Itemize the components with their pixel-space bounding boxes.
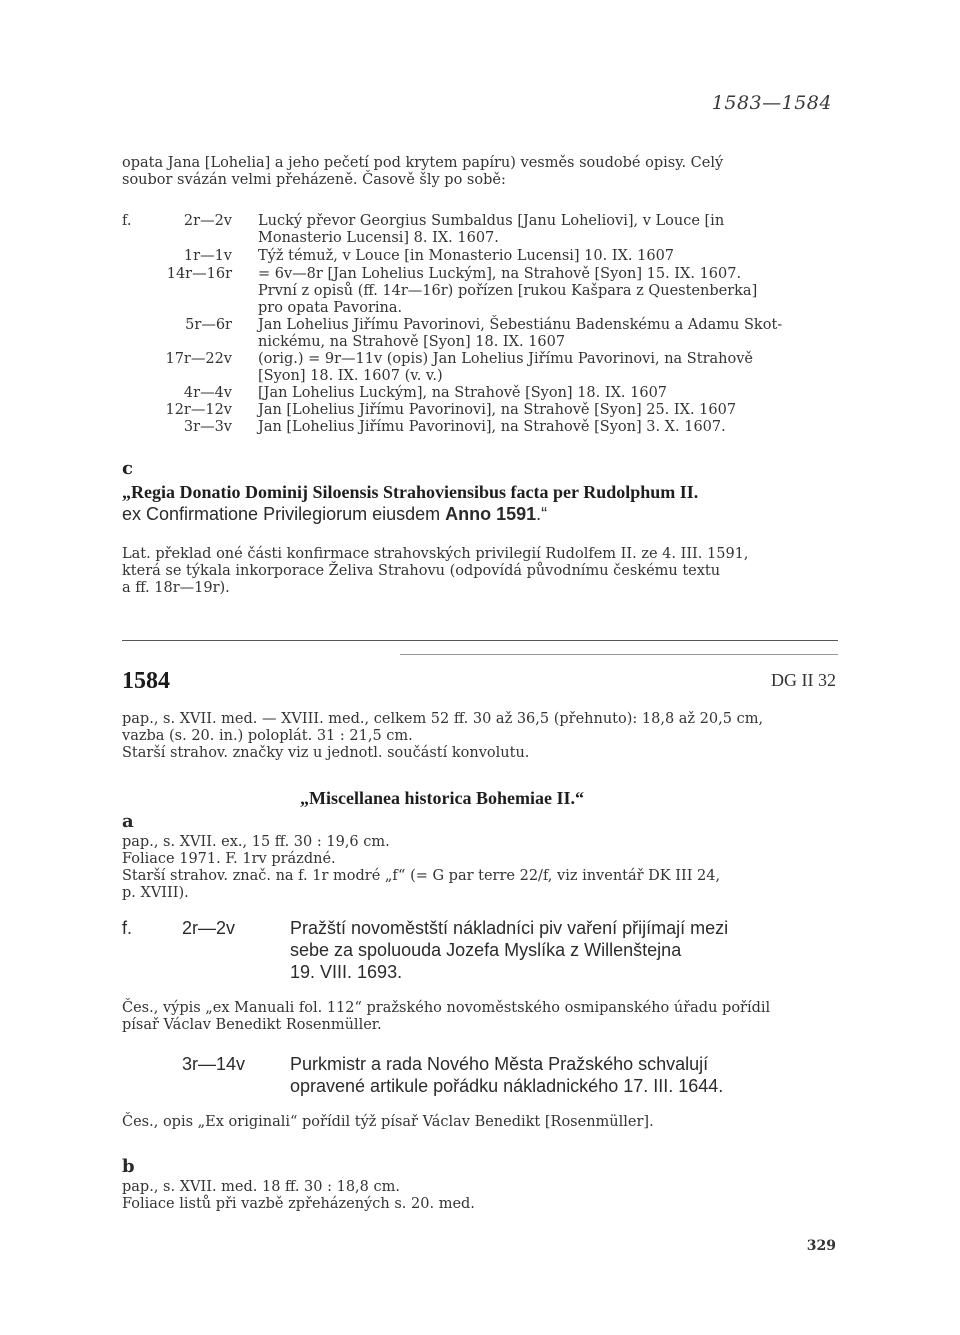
folio-line: Monasterio Lucensi] 8. IX. 1607.: [258, 230, 499, 246]
note-line: Čes., opis „Ex originali“ pořídil týž písař Václav Benedikt [Rosenmüller].: [122, 1114, 654, 1130]
paragraph-line: a ff. 18r—19r).: [122, 580, 230, 596]
note-line: Čes., výpis „ex Manuali fol. 112“ pražského novoměstského osmipanského úřadu pořídil: [122, 1000, 771, 1016]
section-c-subtitle: [122, 504, 547, 525]
description-line: vazba (s. 20. in.) poloplát. 31 : 21,5 cm.: [122, 728, 413, 744]
folio-line: pro opata Pavorina.: [258, 300, 403, 316]
description-line: pap., s. XVII. ex., 15 ff. 30 : 19,6 cm.: [122, 834, 390, 850]
section-letter-c: c: [122, 458, 133, 479]
folio-note: [122, 1114, 838, 1131]
item-line: opravené artikule pořádku nákladnického 17. III. 1644.: [290, 1076, 724, 1096]
folio-line: Lucký převor Georgius Sumbaldus [Janu Loheliovi], v Louce [in: [258, 213, 725, 229]
entry-title: „Miscellanea historica Bohemiae II.“: [300, 788, 584, 808]
subtitle-year: Anno 1591: [445, 504, 537, 524]
folio-line: = 6v—8r [Jan Lohelius Luckým], na Strahově [Syon] 15. IX. 1607.: [258, 266, 742, 282]
folio-line: Týž témuž, v Louce [in Monasterio Lucensi] 10. IX. 1607: [258, 248, 675, 264]
folio-line: nickému, na Strahově [Syon] 18. IX. 1607: [258, 334, 566, 350]
description-line: Foliace listů při vazbě zpřeházených s. 20. med.: [122, 1196, 475, 1212]
subtitle-text: ex Confirmatione Privilegiorum eiusdem: [122, 504, 446, 524]
folio-description: [258, 402, 840, 419]
description-line: Foliace 1971. F. 1rv prázdné.: [122, 851, 336, 867]
description-line: pap., s. XVII. med. 18 ff. 30 : 18,8 cm.: [122, 1179, 400, 1195]
section-a-description: [122, 834, 838, 902]
folio-description: [258, 266, 840, 317]
section-divider-secondary: [400, 654, 838, 655]
folio-range: 4r—4v: [183, 385, 232, 401]
folio-line: Jan [Lohelius Jiřímu Pavorinovi], na Strahově [Syon] 25. IX. 1607: [258, 402, 737, 418]
folio-range: 14r—16r: [166, 266, 232, 282]
folio-description: [258, 351, 840, 385]
item-line: Pražští novoměstští nákladníci piv vaření přijímají mezi: [290, 918, 729, 938]
folio-description: [258, 248, 840, 265]
folio-line: První z opisů (ff. 14r—16r) pořízen [rukou Kašpara z Questenberka]: [258, 283, 758, 299]
folio-line: Jan Lohelius Jiřímu Pavorinovi, Šebestiánu Badenskému a Adamu Skot-: [258, 317, 783, 333]
folio-line: (orig.) = 9r—11v (opis) Jan Lohelius Jiřímu Pavorinovi, na Strahově: [258, 351, 753, 367]
folio-range: 2r—2v: [183, 213, 232, 229]
folio-range: 12r—12v: [165, 402, 232, 418]
description-line: Starší strahov. značky viz u jednotl. součástí konvolutu.: [122, 745, 530, 761]
description-line: Starší strahov. znač. na f. 1r modré „f“ (= G par terre 22/f, viz inventář DK III 24,: [122, 868, 721, 884]
running-header: 1583—1584: [711, 92, 832, 114]
folio-line: [Syon] 18. IX. 1607 (v. v.): [258, 368, 443, 384]
folio-prefix: f.: [122, 213, 132, 229]
page-number: 329: [806, 1238, 836, 1254]
intro-paragraph: [122, 155, 838, 189]
section-letter-a: a: [122, 811, 134, 832]
folio-description: [258, 317, 840, 351]
folio-prefix: f.: [122, 918, 133, 938]
entry-number: 1584: [122, 668, 170, 694]
folio-range: 2r—2v: [182, 918, 236, 938]
entry-description: [122, 711, 838, 762]
folio-description: [258, 419, 840, 436]
intro-line: soubor svázán velmi přeházeně. Časově šly po sobě:: [122, 172, 506, 188]
folio-line: [Jan Lohelius Luckým], na Strahově [Syon] 18. IX. 1607: [258, 385, 668, 401]
paragraph-line: Lat. překlad oné části konfirmace strahovských privilegií Rudolfem II. ze 4. III. 1591,: [122, 546, 749, 562]
description-line: pap., s. XVII. med. — XVIII. med., celkem 52 ff. 30 až 36,5 (přehnuto): 18,8 až 20,5 cm,: [122, 711, 764, 727]
description-line: p. XVIII).: [122, 885, 189, 901]
folio-description: [258, 213, 840, 247]
section-divider: [122, 640, 838, 641]
section-c-title: „Regia Donatio Dominij Siloensis Strahoviensibus facta per Rudolphum II.: [122, 482, 699, 502]
folio-range: 5r—6r: [185, 317, 232, 333]
section-b-description: [122, 1179, 838, 1213]
intro-line: opata Jana [Lohelia] a jeho pečetí pod krytem papíru) vesměs soudobé opisy. Celý: [122, 155, 724, 171]
folio-item-text: [290, 1053, 836, 1097]
folio-range: 3r—14v: [182, 1054, 246, 1074]
item-line: Purkmistr a rada Nového Města Pražského schvalují: [290, 1054, 709, 1074]
folio-line: Jan [Lohelius Jiřímu Pavorinovi], na Strahově [Syon] 3. X. 1607.: [258, 419, 726, 435]
section-c-paragraph: [122, 546, 838, 597]
paragraph-line: která se týkala inkorporace Želiva Strahovu (odpovídá původnímu českému textu: [122, 563, 721, 579]
folio-range: 1r—1v: [183, 248, 232, 264]
folio-range: 17r—22v: [165, 351, 232, 367]
folio-item-text: [290, 917, 836, 983]
folio-range: 3r—3v: [183, 419, 232, 435]
subtitle-end: .“: [536, 504, 548, 524]
section-letter-b: b: [122, 1156, 135, 1177]
folio-note: [122, 1000, 838, 1034]
note-line: písař Václav Benedikt Rosenmüller.: [122, 1017, 382, 1033]
item-line: 19. VIII. 1693.: [290, 962, 403, 982]
shelf-signature: DG II 32: [771, 670, 836, 690]
folio-description: [258, 385, 840, 402]
item-line: sebe za spoluouda Jozefa Myslíka z Willenštejna: [290, 940, 682, 960]
